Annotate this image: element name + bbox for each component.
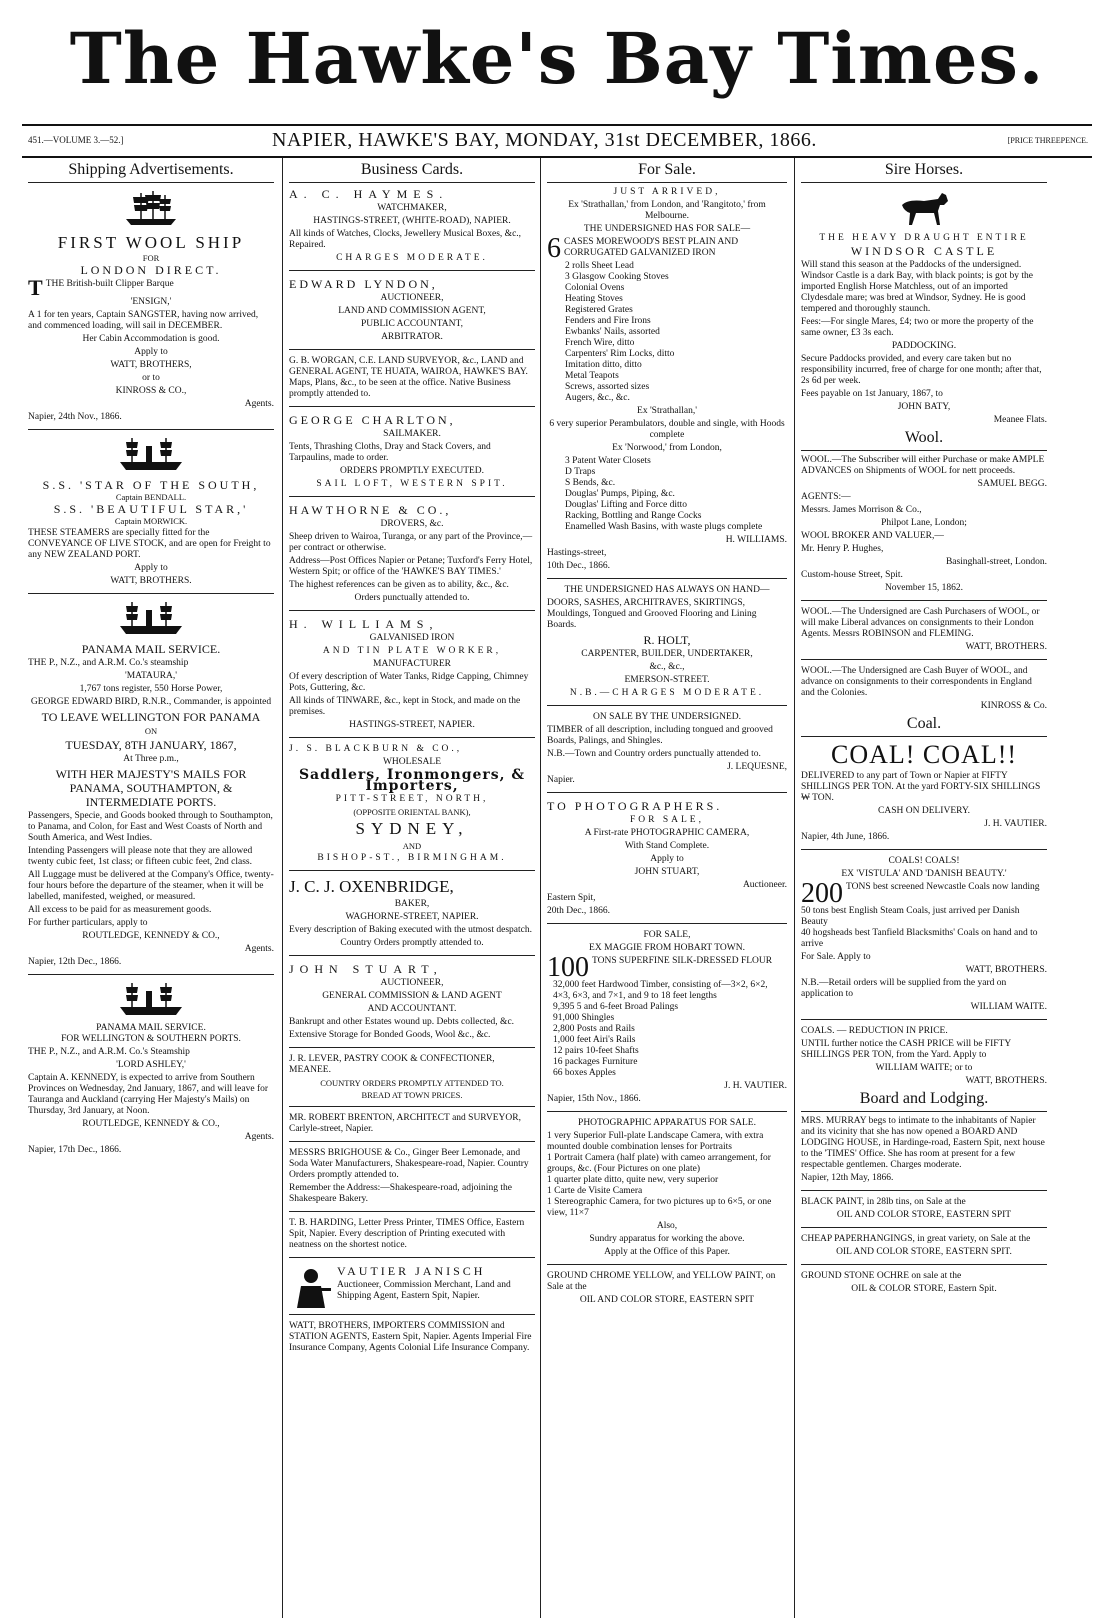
ad-text: Country Orders promptly attended to.: [340, 938, 484, 948]
ad-text: GEORGE EDWARD BIRD, R.N.R., Commander, is appointed: [30, 697, 272, 707]
section-heading: Coal.: [801, 714, 1047, 737]
ad-date: 10th Dec., 1866.: [547, 561, 611, 571]
ad-text: WATCHMAKER,: [377, 203, 447, 213]
signature: JOHN STUART,: [634, 867, 700, 877]
divider: [289, 406, 535, 407]
ad-text: CHARGES MODERATE.: [336, 253, 488, 263]
ad-body: Every description of Baking executed with the utmost despatch.: [289, 925, 532, 935]
ad-headline: FIRST WOOL SHIP: [57, 233, 245, 252]
divider: [289, 270, 535, 271]
ad-text: At Three p.m.,: [123, 754, 179, 764]
signature: J. LEQUESNE,: [727, 762, 787, 772]
divider: [289, 1047, 535, 1048]
list-item: Enamelled Wash Basins, with waste plugs complete: [565, 522, 763, 532]
list-item: 40 hogsheads best Tanfield Blacksmiths' Coals on hand and to arrive: [801, 928, 1038, 949]
ad-text: HASTINGS-STREET, (WHITE-ROAD), NAPIER.: [313, 216, 511, 226]
business-name: VAUTIER JANISCH: [337, 1264, 486, 1278]
list-item: 1 Carte de Visite Camera: [547, 1186, 643, 1196]
signature: SAMUEL BEGG.: [977, 479, 1047, 489]
ad-body: All kinds of Watches, Clocks, Jewellery Musical Boxes, &c., Repaired.: [289, 229, 522, 250]
business-name: A. C. HAYMES.: [289, 187, 449, 201]
ad-subheadline: LONDON DIRECT.: [80, 263, 222, 277]
ad-body: Sheep driven to Wairoa, Turanga, or any part of the Province,—per contract or otherwise.: [289, 532, 533, 553]
ad-subheadline: EX 'VISTULA' AND 'DANISH BEAUTY.': [841, 869, 1007, 879]
ad-text: ON: [144, 726, 158, 736]
divider: [801, 849, 1047, 850]
divider: [289, 496, 535, 497]
ad-date: November 15, 1862.: [884, 583, 964, 593]
ad-date: Napier, 15th Nov., 1866.: [547, 1094, 641, 1104]
ad-text: or to: [142, 373, 160, 383]
ad-body: GROUND CHROME YELLOW, and YELLOW PAINT, on Sale at the: [547, 1271, 776, 1292]
ad-subheadline: PADDOCKING.: [891, 341, 957, 351]
list-item: 1 very Superior Full-plate Landscape Camera, with extra mounted double combination lenses for Portraits: [547, 1131, 764, 1152]
ad-text: Captain MORWICK.: [114, 516, 188, 526]
ad-headline: PHOTOGRAPHIC APPARATUS FOR SALE.: [578, 1118, 756, 1128]
divider: [801, 1190, 1047, 1191]
ad-body: WOOL.—The Undersigned are Cash Purchasers of WOOL, or will make Liberal advances on consignments to their London Agents. Messrs ROBINSON and FLEMING.: [801, 607, 1040, 639]
section-heading: Shipping Advertisements.: [28, 160, 274, 183]
divider: [289, 1141, 535, 1142]
ad-body: TTHE British-built Clipper Barque: [28, 275, 174, 300]
ad-text: 6 very superior Perambulators, double and single, with Hoods complete: [549, 419, 785, 440]
ad-subheadline: THE UNDERSIGNED HAS FOR SALE—: [583, 224, 751, 234]
ad-body: DOORS, SASHES, ARCHITRAVES, SKIRTINGS, Mouldings, Tongued and Grooved Flooring and Lining Boards.: [547, 598, 757, 630]
quantity-number: 100: [547, 952, 589, 983]
ad-body: All kinds of TINWARE, &c., kept in Stock, and made on the premises.: [289, 696, 521, 717]
divider: [289, 349, 535, 350]
ad-text: ORDERS PROMPTLY EXECUTED.: [339, 466, 485, 476]
divider: [289, 1314, 535, 1315]
signature: WILLIAM WAITE; or to: [875, 1063, 973, 1073]
ad-body: A 1 for ten years, Captain SANGSTER, having now arrived, and commenced loading, will sail in DECEMBER.: [28, 310, 259, 331]
ad-text: Saddlers, Ironmongers, & Importers,: [298, 767, 526, 794]
ad-body: BLACK PAINT, in 28lb tins, on Sale at the: [801, 1197, 966, 1207]
ad-text: ARBITRATOR.: [381, 332, 443, 342]
ad-text: HASTINGS-STREET, NAPIER.: [349, 720, 475, 730]
ad-text: OIL AND COLOR STORE, EASTERN SPIT: [836, 1210, 1012, 1220]
agent-name: ROUTLEDGE, KENNEDY & CO.,: [82, 1119, 220, 1129]
divider: [547, 923, 787, 924]
list-item: Metal Teapots: [565, 371, 619, 381]
ad-body: All excess to be paid for as measurement goods.: [28, 905, 212, 915]
signature: J. H. VAUTIER.: [724, 1081, 787, 1091]
ad-text: AGENTS:—: [801, 492, 851, 502]
ad-headline: PANAMA MAIL SERVICE.: [81, 642, 221, 656]
ad-body: Address—Post Offices Napier or Petane; Tuxford's Ferry Hotel, Western Spit; or office of the 'HAWKE'S BAY TIMES.': [289, 556, 533, 577]
ad-body: Intending Passengers will please note that they are allowed twenty cubic feet, 1st class; or fifteen cubic feet, 2nd class.: [28, 846, 253, 867]
divider: [289, 1257, 535, 1258]
signature: JOHN BATY,: [897, 402, 951, 412]
issue-date: NAPIER, HAWKE'S BAY, MONDAY, 31st DECEMBER, 1866.: [272, 129, 817, 151]
ad-text: With Stand Complete.: [624, 841, 710, 851]
ad-text: Philpot Lane, London;: [881, 518, 967, 528]
divider: [801, 1264, 1047, 1265]
signature: WATT, BROTHERS.: [965, 1076, 1047, 1086]
ad-body: Fees payable on 1st January, 1867, to: [801, 389, 943, 399]
ad-body: THE P., N.Z., and A.R.M. Co.'s steamship: [28, 658, 189, 668]
ad-text: Meanee Flats.: [993, 415, 1047, 425]
ad-body: Bankrupt and other Estates wound up. Debts collected, &c.: [289, 1017, 515, 1027]
horse-icon: [894, 189, 954, 229]
list-item: French Wire, ditto: [565, 338, 635, 348]
ship-icon: [121, 189, 181, 229]
ad-text: Ex 'Strathallan,': [637, 406, 697, 416]
ad-body: THE P., N.Z., and A.R.M. Co.'s Steamship: [28, 1047, 190, 1057]
business-name: JOHN STUART,: [289, 962, 443, 976]
list-item: Augers, &c., &c.: [565, 393, 630, 403]
ad-text: WAGHORNE-STREET, NAPIER.: [345, 912, 479, 922]
ad-text: AUCTIONEER,: [380, 293, 444, 303]
ad-text: TO LEAVE WELLINGTON FOR PANAMA: [41, 710, 261, 724]
divider: [289, 955, 535, 956]
ad-text: &c., &c.,: [649, 662, 685, 672]
divider: [801, 659, 1047, 660]
ad-body: Auctioneer, Commission Merchant, Land and Shipping Agent, Eastern Spit, Napier.: [337, 1280, 511, 1301]
ad-text: Mr. Henry P. Hughes,: [801, 544, 884, 554]
ad-text: AUCTIONEER,: [380, 978, 444, 988]
ad-text: A First-rate PHOTOGRAPHIC CAMERA,: [584, 828, 750, 838]
signature: WATT, BROTHERS.: [965, 642, 1047, 652]
list-item: Heating Stoves: [565, 294, 623, 304]
ad-text: SAIL LOFT, WESTERN SPIT.: [316, 479, 508, 489]
ad-body: T. B. HARDING, Letter Press Printer, TIMES Office, Eastern Spit, Napier. Every description of Printing executed with neatness on the shortest notice.: [289, 1218, 525, 1250]
divider: [547, 1264, 787, 1265]
section-heading: Sire Horses.: [801, 160, 1047, 183]
list-item: Imitation ditto, ditto: [565, 360, 642, 370]
ad-text: Sundry apparatus for working the above.: [589, 1234, 745, 1244]
ad-text: Ex 'Norwood,' from London,: [612, 443, 722, 453]
ad-date: 20th Dec., 1866.: [547, 906, 611, 916]
ad-text: FOR: [142, 253, 160, 263]
ad-body: GROUND STONE OCHRE on sale at the: [801, 1271, 962, 1281]
signature: J. H. VAUTIER.: [984, 819, 1047, 829]
ad-headline: COAL! COAL!!: [830, 740, 1018, 769]
divider: [547, 1111, 787, 1112]
divider: [28, 593, 274, 594]
business-name: R. HOLT,: [643, 633, 691, 647]
ad-body: Fees:—For single Mares, £4; two or more the property of the same owner, £3 3s each.: [801, 317, 1034, 338]
ad-text: Eastern Spit,: [547, 893, 596, 903]
divider: [801, 600, 1047, 601]
ad-text: AND: [402, 841, 422, 851]
ad-text: N.B.—CHARGES MODERATE.: [569, 688, 765, 698]
list-item: 12 pairs 10-feet Shafts: [553, 1046, 639, 1056]
ad-text: Hastings-street,: [547, 548, 607, 558]
ad-body: MR. ROBERT BRENTON, ARCHITECT and SURVEYOR, Carlyle-street, Napier.: [289, 1113, 521, 1134]
ad-body: MESSRS BRIGHOUSE & Co., Ginger Beer Lemonade, and Soda Water Manufacturers, Shakespeare-road, Napier. Country Orders promptly attended to.: [289, 1148, 529, 1180]
divider: [289, 1211, 535, 1212]
ad-text: CASH ON DELIVERY.: [878, 806, 970, 816]
ad-headline: ON SALE BY THE UNDERSIGNED.: [592, 712, 742, 722]
ad-text: Apply at the Office of this Paper.: [604, 1247, 730, 1257]
divider: [801, 1019, 1047, 1020]
list-item: 2,800 Posts and Rails: [553, 1024, 635, 1034]
ad-text: Basinghall-street, London.: [945, 557, 1047, 567]
ad-body: N.B.—Town and Country orders punctually attended to.: [547, 749, 761, 759]
section-heading: Wool.: [801, 428, 1047, 451]
ad-text: PUBLIC ACCOUNTANT,: [361, 319, 463, 329]
list-item: 1 Portrait Camera (half plate) with cameo arrangement, for groups, &c. (Four Pictures on one plate): [547, 1153, 771, 1174]
ad-text: WHOLESALE: [382, 757, 442, 767]
list-item: Douglas' Lifting and Force ditto: [565, 500, 688, 510]
column-business-cards: [282, 158, 541, 1618]
list-item: 1 Stereographic Camera, for two pictures up to 6×5, or one view, 11×7: [547, 1197, 772, 1218]
list-item: 3 Glasgow Cooking Stoves: [565, 272, 669, 282]
list-item: Racking, Bottling and Range Cocks: [565, 511, 702, 521]
divider: [28, 974, 274, 975]
ad-text: Orders punctually attended to.: [354, 593, 470, 603]
agent-name: WATT, BROTHERS,: [110, 360, 192, 370]
ad-text: OIL AND COLOR STORE, EASTERN SPIT.: [836, 1247, 1012, 1257]
ship-name: S.S. 'BEAUTIFUL STAR,': [53, 502, 249, 516]
ad-body: WOOL.—The Subscriber will either Purchase or make AMPLE ADVANCES on Shipments of WOOL for nett proceeds.: [801, 455, 1045, 476]
ad-headline: JUST ARRIVED,: [613, 187, 721, 197]
list-item: 2 rolls Sheet Lead: [565, 261, 634, 271]
dateline: [22, 124, 1092, 158]
ad-body: Her Cabin Accommodation is good.: [82, 334, 220, 344]
ad-body: TIMBER of all description, including tongued and grooved Boards, Palings, and Shingles.: [547, 725, 773, 746]
divider: [289, 610, 535, 611]
column-notices: [794, 158, 1053, 1618]
ad-subheadline: EX MAGGIE FROM HOBART TOWN.: [589, 943, 745, 953]
business-name: J. S. BLACKBURN & CO.,: [289, 744, 463, 754]
signature: WILLIAM WAITE.: [970, 1002, 1047, 1012]
ad-body: WOOL.—The Undersigned are Cash Buyer of WOOL, and advance on consignments to their correspondents in England and the Colonies.: [801, 666, 1032, 698]
ad-body: J. R. LEVER, PASTRY COOK & CONFECTIONER, MEANEE.: [289, 1054, 495, 1075]
ship-name: 'MATAURA,': [124, 671, 177, 681]
ad-subheadline: FOR SALE,: [630, 815, 704, 825]
ad-text: CARPENTER, BUILDER, UNDERTAKER,: [581, 649, 753, 659]
ad-text: OIL & COLOR STORE, Eastern Spit.: [851, 1284, 997, 1294]
ad-text: Agents.: [244, 399, 274, 409]
ad-body: The highest references can be given as to ability, &c., &c.: [289, 580, 509, 590]
list-item: S Bends, &c.: [565, 478, 616, 488]
steamship-icon: [116, 600, 186, 638]
ad-text: Messrs. James Morrison & Co.,: [801, 505, 922, 515]
list-item: Registered Grates: [565, 305, 633, 315]
item-list: [547, 1131, 787, 1219]
divider: [547, 705, 787, 706]
ad-text: Custom-house Street, Spit.: [801, 570, 903, 580]
ad-text: DROVERS, &c.: [380, 519, 444, 529]
ad-body: 100 TONS SUPERFINE SILK-DRESSED FLOUR: [547, 952, 773, 983]
divider: [547, 792, 787, 793]
ad-body: 200 TONS best screened Newcastle Coals now landing: [801, 878, 1040, 909]
ad-text: Apply to: [650, 854, 684, 864]
list-item: 3 Patent Water Closets: [565, 456, 651, 466]
ship-name: S.S. 'STAR OF THE SOUTH,: [42, 478, 260, 492]
ad-body: G. B. WORGAN, C.E. LAND SURVEYOR, &c., LAND and GENERAL AGENT, TE HUATA, WAIROA, HAWKE'S BAY. Maps, Plans, &c., to be seen at the office. Native Business promptly attended to.: [289, 356, 528, 399]
ad-headline: THE UNDERSIGNED HAS ALWAYS ON HAND—: [564, 585, 770, 595]
signature: KINROSS & Co.: [980, 701, 1047, 711]
ad-text: Apply to: [134, 347, 168, 357]
ad-body: MRS. MURRAY begs to intimate to the inhabitants of Napier and its vicinity that she has now opened a BOARD AND LODGING HOUSE, in Hardinge-road, Eastern Spit, next house to the 'TIMES' Office. She has room at present for a few respectable gentlemen. Charges moderate.: [801, 1116, 1045, 1170]
business-name: H. WILLIAMS,: [289, 617, 439, 631]
ad-text: BAKER,: [394, 899, 430, 909]
ad-text: Captain BENDALL.: [115, 492, 187, 502]
list-item: 50 tons best English Steam Coals, just arrived per Danish Beauty: [801, 906, 1020, 927]
business-name: J. C. J. OXENBRIDGE,: [289, 877, 454, 896]
column-for-sale: [540, 158, 793, 1618]
agent-name: ROUTLEDGE, KENNEDY & CO.,: [82, 931, 220, 941]
ad-text: AND TIN PLATE WORKER,: [322, 646, 502, 656]
ship-name: 'LORD ASHLEY,': [116, 1060, 186, 1070]
ad-subheadline: FOR WELLINGTON & SOUTHERN PORTS.: [61, 1034, 241, 1044]
ad-body: Tents, Thrashing Cloths, Dray and Stack Covers, and Tarpaulins, made to order.: [289, 442, 491, 463]
ad-headline: COALS. — REDUCTION IN PRICE.: [801, 1026, 948, 1036]
list-item: D Traps: [565, 467, 596, 477]
ad-body: CHEAP PAPERHANGINGS, in great variety, on Sale at the: [801, 1234, 1031, 1244]
ad-body: Extensive Storage for Bonded Goods, Wool &c., &c.: [289, 1030, 491, 1040]
ad-text: SYDNEY,: [355, 819, 469, 838]
list-item: 9,395 5 and 6-feet Broad Palings: [553, 1002, 679, 1012]
list-item: 32,000 feet Hardwood Timber, consisting of—3×2, 6×2, 4×3, 6×3, and 7×1, and 9 to 18 feet lengths: [553, 980, 768, 1001]
item-list: [547, 980, 787, 1079]
steamship-icon: [116, 981, 186, 1019]
ad-text: Agents.: [244, 1132, 274, 1142]
section-heading: Board and Lodging.: [801, 1089, 1047, 1112]
ad-text: AND ACCOUNTANT.: [367, 1004, 457, 1014]
quantity-number: 200: [801, 878, 843, 909]
ad-date: Napier, 12th May, 1866.: [801, 1173, 894, 1183]
section-heading: For Sale.: [547, 160, 787, 183]
ad-text: 1,767 tons register, 550 Horse Power,: [79, 684, 223, 694]
ad-body: Captain A. KENNEDY, is expected to arrive from Southern Provinces on Wednesday, 2nd January, 1867, and will leave for Tauranga and Auckland (carrying Her Majesty's Mails) on Thursday, 3rd January, at Noon.: [28, 1073, 269, 1116]
ad-headline: TO PHOTOGRAPHERS.: [547, 799, 723, 813]
ad-body: DELIVERED to any part of Town or Napier at FIFTY SHILLINGS PER TON. At the yard FORTY-SIX SHILLINGS ₩ TON.: [801, 771, 1041, 803]
divider: [289, 870, 535, 871]
ship-name: 'ENSIGN,': [130, 297, 172, 307]
column-shipping: [22, 158, 280, 1618]
newspaper-title: The Hawke's Bay Times.: [69, 17, 1045, 100]
section-heading: Business Cards.: [289, 160, 535, 183]
list-item: Douglas' Pumps, Piping, &c.: [565, 489, 675, 499]
ad-text: Napier.: [547, 775, 575, 785]
ad-date: Napier, 24th Nov., 1866.: [28, 412, 122, 422]
signature: WATT, BROTHERS.: [965, 965, 1047, 975]
ad-body: All Luggage must be delivered at the Company's Office, twenty-four hours before the departure of the steamer, when it will be labelled, manifested, weighed, or measured.: [28, 870, 274, 902]
vautier-card: [289, 1264, 535, 1308]
ad-text: BISHOP-ST., BIRMINGHAM.: [317, 853, 507, 863]
ad-text: (OPPOSITE ORIENTAL BANK),: [353, 807, 471, 817]
list-item: 16 packages Furniture: [553, 1057, 638, 1067]
ad-body: THESE STEAMERS are specially fitted for the CONVEYANCE OF LIVE STOCK, and are open for Freight to any NEW ZEALAND PORT.: [28, 528, 271, 560]
ad-text: For further particulars, apply to: [28, 918, 148, 928]
masthead: [0, 0, 1114, 120]
ad-body: N.B.—Retail orders will be supplied from the yard on application to: [801, 978, 1007, 999]
list-item: Fenders and Fire Irons: [565, 316, 651, 326]
ad-text: LAND AND COMMISSION AGENT,: [338, 306, 486, 316]
ad-body: Remember the Address:—Shakespeare-road, adjoining the Shakespeare Bakery.: [289, 1183, 512, 1204]
list-item: 66 boxes Apples: [553, 1068, 616, 1078]
list-item: 91,000 Shingles: [553, 1013, 615, 1023]
ad-headline: THE HEAVY DRAUGHT ENTIRE: [819, 233, 1029, 243]
list-item: Colonial Ovens: [565, 283, 625, 293]
list-item: 1 quarter plate ditto, quite new, very superior: [547, 1175, 719, 1185]
ad-text: For Sale. Apply to: [801, 952, 871, 962]
ad-text: BREAD AT TOWN PRICES.: [361, 1090, 463, 1100]
ad-text: Ex 'Strathallan,' from London, and 'Rangitoto,' from Melbourne.: [568, 200, 766, 221]
list-item: Screws, assorted sizes: [565, 382, 650, 392]
ad-text: TUESDAY, 8TH JANUARY, 1867,: [65, 738, 237, 752]
volume-info: 451.—VOLUME 3.—52.]: [28, 135, 124, 145]
ad-body: 6 CASES MOREWOOD'S BEST PLAIN AND CORRUGATED GALVANIZED IRON: [547, 233, 739, 264]
item-list: [547, 261, 787, 404]
ad-text: PITT-STREET, NORTH,: [335, 794, 489, 804]
ad-body: UNTIL further notice the CASH PRICE will be FIFTY SHILLINGS PER TON, from the Yard. Apply to: [801, 1039, 1011, 1060]
ad-text: SAILMAKER.: [383, 429, 441, 439]
ad-text: EMERSON-STREET.: [624, 675, 710, 685]
ad-date: Napier, 4th June, 1866.: [801, 832, 890, 842]
ad-body: WATT, BROTHERS, IMPORTERS COMMISSION and STATION AGENTS, Eastern Spit, Napier. Agents Imperial Fire Insurance Company, Agents Colonial Life Insurance Company.: [289, 1321, 532, 1353]
ad-text: OIL AND COLOR STORE, EASTERN SPIT: [579, 1295, 755, 1305]
ad-text: WOOL BROKER AND VALUER,—: [801, 531, 944, 541]
ad-text: COUNTRY ORDERS PROMPTLY ATTENDED TO.: [320, 1078, 504, 1088]
ad-text: GALVANISED IRON: [369, 633, 455, 643]
ad-body: Passengers, Specie, and Goods booked through to Southampton, to Panama, and Colon, for East and West Coasts of North and South America, and West Indies.: [28, 811, 273, 843]
list-item: Carpenters' Rim Locks, ditto: [565, 349, 675, 359]
business-name: HAWTHORNE & CO.,: [289, 503, 452, 517]
item-list: [547, 456, 787, 533]
price: [PRICE THREEPENCE.: [1007, 136, 1088, 145]
ad-text: Auctioneer.: [742, 880, 787, 890]
ad-text: GENERAL COMMISSION & LAND AGENT: [322, 991, 502, 1001]
ad-text: Agents.: [244, 944, 274, 954]
list-item: 1,000 feet Airi's Rails: [553, 1035, 636, 1045]
ad-text: Also,: [656, 1221, 678, 1231]
auctioneer-figure-icon: [289, 1264, 333, 1308]
ad-headline: FOR SALE,: [643, 930, 691, 940]
ad-body: Will stand this season at the Paddocks of the undersigned. Windsor Castle is a dark Bay, with black points; is got by the imported English Horse Matchless, out of an imported Clydesdale mare; was bred at Windsor, Sydney. He is good tempered and thoroughly staunch.: [801, 260, 1033, 314]
ad-body: Secure Paddocks provided, and every care taken but no responsibility incurred, free of charge for one month; after that, 2s 6d per week.: [801, 354, 1042, 386]
divider: [547, 578, 787, 579]
ad-headline: COALS! COALS!: [888, 856, 960, 866]
quantity-number: 6: [547, 233, 561, 264]
divider: [801, 1227, 1047, 1228]
ad-date: Napier, 12th Dec., 1866.: [28, 957, 122, 967]
business-name: GEORGE CHARLTON,: [289, 413, 456, 427]
list-item: Ewbanks' Nails, assorted: [565, 327, 660, 337]
ad-body: Of every description of Water Tanks, Ridge Capping, Chimney Pots, Guttering, &c.: [289, 672, 529, 693]
ad-headline: PANAMA MAIL SERVICE.: [96, 1023, 206, 1033]
ad-text: MANUFACTURER: [373, 659, 451, 669]
ad-text: WITH HER MAJESTY'S MAILS FOR PANAMA, SOUTHAMPTON, & INTERMEDIATE PORTS.: [55, 767, 247, 809]
business-name: EDWARD LYNDON,: [289, 277, 438, 291]
divider: [289, 1106, 535, 1107]
horse-name: WINDSOR CASTLE: [850, 244, 998, 258]
item-list: [801, 906, 1047, 950]
steamship-icon: [116, 436, 186, 474]
ad-text: Apply to: [134, 563, 168, 573]
divider: [289, 737, 535, 738]
ad-date: Napier, 17th Dec., 1866.: [28, 1145, 122, 1155]
divider: [28, 429, 274, 430]
agent-name: KINROSS & CO.,: [115, 386, 187, 396]
signature: H. WILLIAMS.: [725, 535, 787, 545]
agent-name: WATT, BROTHERS.: [110, 576, 192, 586]
